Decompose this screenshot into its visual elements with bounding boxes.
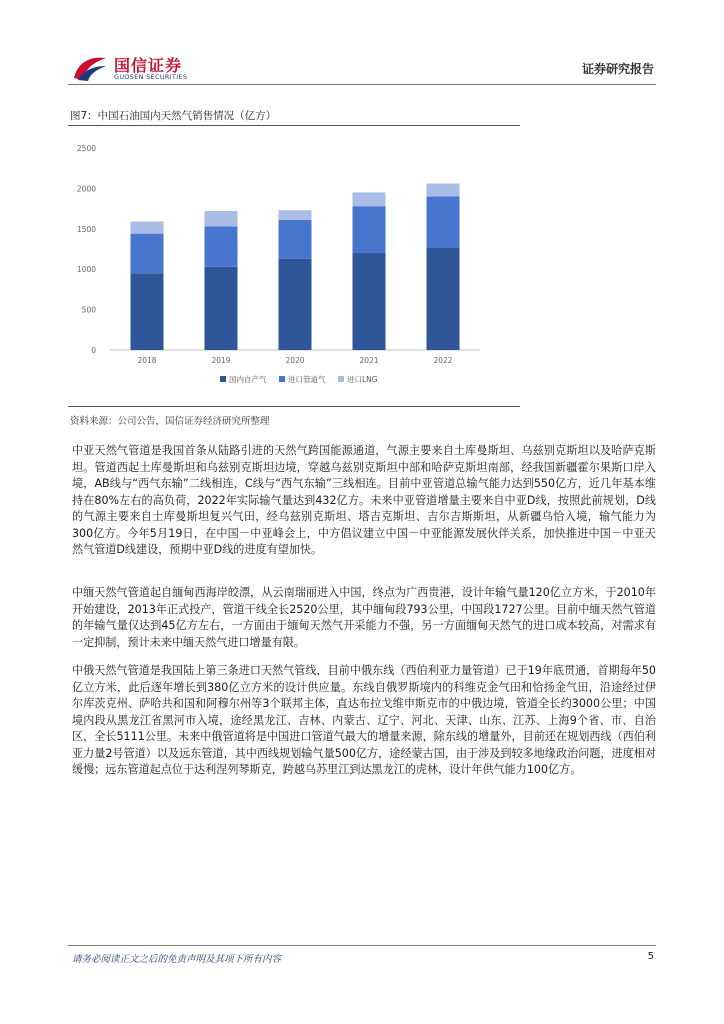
x-axis-ticks	[137, 356, 452, 365]
x-tick-label: 2020	[285, 356, 305, 365]
bar-group-2022	[427, 184, 460, 350]
bar-2020-series-0	[279, 259, 312, 350]
y-tick-label: 0	[91, 346, 96, 355]
y-tick-label: 2500	[76, 144, 96, 153]
figure-caption: 图7：中国石油国内天然气销售情况（亿方）	[70, 110, 277, 122]
legend-swatch	[220, 376, 226, 382]
header-divider	[68, 84, 656, 85]
bar-2018-series-0	[131, 273, 164, 350]
y-tick-label: 1000	[76, 265, 96, 275]
legend-label: 进口管道气	[288, 375, 326, 384]
bar-2022-series-1	[427, 196, 460, 247]
bar-2018-series-1	[131, 234, 164, 274]
guosen-logo-icon	[72, 54, 108, 82]
bar-2021-series-2	[353, 192, 386, 206]
legend-swatch	[279, 376, 285, 382]
x-tick-label: 2018	[137, 356, 157, 365]
footer-divider	[68, 945, 656, 946]
bar-2020-series-2	[279, 210, 312, 220]
bar-groups	[131, 184, 460, 350]
footer-disclaimer: 请务必阅读正文之后的免责声明及其项下所有内容	[72, 954, 282, 965]
bar-2021-series-1	[353, 206, 386, 253]
bar-2022-series-2	[427, 184, 460, 197]
paragraph-central-asia-pipeline: 中亚天然气管道是我国首条从陆路引进的天然气跨国能源通道，气源主要来自土库曼斯坦、乌兹别克斯坦以及哈萨克斯坦。管道西起土库曼斯坦和乌兹别克斯坦边境，穿越乌兹别克斯坦中部和哈萨克斯坦南部，经我国新疆霍尔果斯口岸入境，AB线与“西气东输”二线相连，C线与“西气东输”三线相连。目前中亚管道总输气能力达到550亿方，近几年基本维持在80%左右的高负荷，2022年实际输气量达到432亿方。未来中亚管道增量主要来自中亚D线，按照此前规划，D线的气源主要来自土库曼斯坦复兴气田，经乌兹别克斯坦、塔吉克斯坦、吉尔吉斯斯坦，从新疆乌恰入境，输气能力为300亿方。今年5月19日，在中国－中亚峰会上，中方倡议建立中国－中亚能源发展伙伴关系，加快推进中国－中亚天然气管道D线建设，预期中亚D线的进度有望加快。	[72, 444, 656, 556]
bar-2019-series-2	[205, 211, 238, 226]
bar-group-2018	[131, 222, 164, 350]
x-tick-label: 2019	[211, 356, 231, 365]
x-tick-label: 2021	[359, 356, 379, 365]
bar-2020-series-1	[279, 220, 312, 259]
bar-2019-series-1	[205, 226, 238, 266]
y-tick-label: 500	[81, 305, 96, 315]
bar-2021-series-0	[353, 253, 386, 350]
chart-legend	[220, 374, 378, 384]
guosen-logo	[72, 52, 202, 86]
paragraph-myanmar-pipeline: 中缅天然气管道起自缅甸西海岸皎漂，从云南瑞丽进入中国，终点为广西贵港，设计年输气量120亿立方米，于2010年开始建设，2013年正式投产，管道干线全长2520公里，其中缅甸段793公里，中国段1727公里。目前中缅天然气管道的年输气量仅达到45亿方左右，一方面由于缅甸天然气开采能力不强，另一方面缅甸天然气的进口成本较高，对需求有一定抑制，预计未来中缅天然气进口增量有限。	[72, 586, 656, 649]
bar-group-2019	[205, 211, 238, 350]
y-tick-label: 2000	[76, 184, 96, 194]
y-axis-ticks	[77, 144, 96, 355]
figure-source: 资料来源：公司公告，国信证券经济研究所整理	[70, 416, 270, 427]
legend-swatch	[338, 376, 344, 382]
page-number: 5	[647, 951, 654, 962]
bar-group-2020	[279, 210, 312, 350]
paragraph-russia-pipeline: 中俄天然气管道是我国陆上第三条进口天然气管线，目前中俄东线（西伯利亚力量管道）已于19年底贯通，首期每年50亿立方米，此后逐年增长到380亿立方米的设计供应量。东线自俄罗斯境内的科维克金气田和恰扬金气田，沿途经过伊尔库茨克州、萨哈共和国和阿穆尔州等3个联邦主体，直达布拉戈维申斯克市的中俄边境，管道全长约3000公里；中国境内段从黑龙江省黑河市入境，途经黑龙江、吉林、内蒙古、辽宁、河北、天津、山东、江苏、上海9个省、市、自治区，全长5111公里。未来中俄管道将是中国进口管道气最大的增量来源，除东线的增量外，目前还在规划西线（西伯利亚力量2号管道）以及远东管道，其中西线规划输气量500亿方，途经蒙古国，由于涉及到较多地缘政治问题，进度相对缓慢；远东管道起点位于达利涅列琴斯克，跨越乌苏里江到达黑龙江的虎林，设计年供气能力100亿方。	[72, 664, 656, 776]
figure-bottom-rule	[68, 406, 520, 407]
bar-2018-series-2	[131, 222, 164, 234]
bar-2022-series-0	[427, 247, 460, 350]
logo-english-name: GUOSEN SECURITIES	[114, 73, 188, 81]
x-tick-label: 2022	[433, 356, 453, 365]
bar-group-2021	[353, 192, 386, 350]
figure-top-rule	[68, 125, 520, 126]
stacked-bar-chart	[68, 135, 520, 397]
legend-label: 国内自产气	[229, 375, 267, 384]
y-tick-label: 1500	[76, 224, 96, 234]
legend-label: 进口LNG	[347, 375, 378, 384]
logo-chinese-name: 国信证券	[114, 56, 183, 75]
report-type: 证券研究报告	[581, 62, 654, 76]
bar-2019-series-0	[205, 267, 238, 350]
